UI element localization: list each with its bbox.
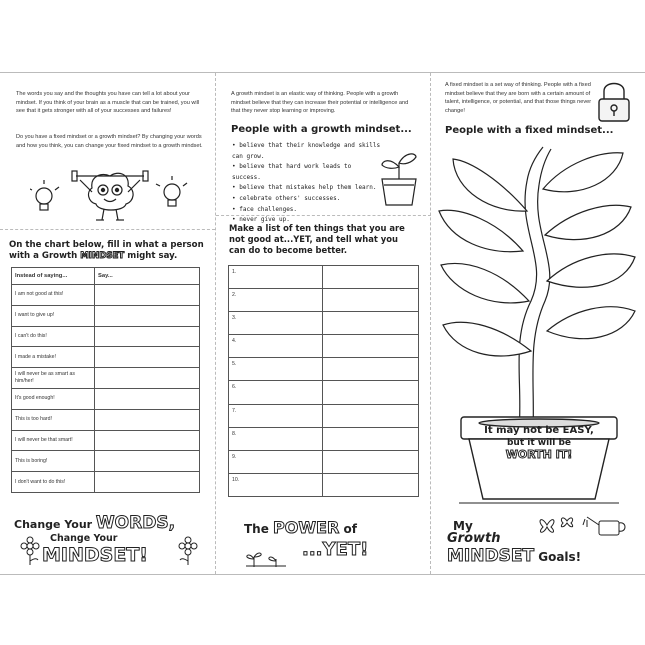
banner-goals: Goals! — [534, 550, 582, 564]
growth-bullets-list — [232, 141, 382, 226]
banner-change-your: Change Your — [14, 518, 96, 531]
row-number: 9. — [232, 453, 237, 460]
col-header-instead: Instead of saying... — [12, 268, 95, 285]
flower-icon — [18, 536, 42, 566]
pot-line1: It may not be EASY, — [484, 425, 594, 436]
become-better-cell[interactable] — [323, 335, 419, 358]
become-better-cell[interactable] — [323, 381, 419, 404]
seedling-pot-icon — [376, 145, 422, 209]
row-number: 8. — [232, 430, 237, 437]
table-row — [12, 285, 200, 306]
power-banner — [244, 518, 357, 537]
seedling-icon — [246, 547, 286, 567]
row-number: 1. — [232, 269, 237, 275]
become-better-cell[interactable] — [323, 427, 419, 450]
col-header-say: Say... — [95, 268, 200, 285]
pot-message — [479, 425, 599, 462]
table-row — [12, 368, 200, 389]
fixed-heading: People with a fixed mindset... — [445, 125, 614, 136]
instead-of-saying-cell: I will never be that smart! — [12, 430, 95, 451]
table-row — [229, 473, 419, 496]
growth-heading: People with a growth mindset... — [231, 124, 412, 135]
row-number: 7. — [232, 407, 237, 414]
chart-heading-mindset: MINDSET — [80, 251, 125, 261]
say-cell[interactable] — [95, 285, 200, 306]
tri-fold-worksheet — [0, 72, 645, 575]
banner-my: My — [453, 519, 473, 533]
chart-heading — [9, 240, 214, 262]
table-row — [12, 326, 200, 347]
list-item: • believe that hard work leads to success. — [232, 162, 382, 183]
table-row — [12, 430, 200, 451]
say-cell[interactable] — [95, 409, 200, 430]
growth-plant-icon — [431, 141, 645, 441]
table-row — [229, 312, 419, 335]
banner-words: WORDS, — [95, 513, 176, 533]
not-good-yet-cell[interactable] — [229, 427, 323, 450]
say-cell[interactable] — [95, 388, 200, 409]
padlock-icon — [594, 79, 634, 123]
list-item: • never give up. — [232, 215, 382, 226]
not-good-yet-cell[interactable] — [229, 358, 323, 381]
say-cell[interactable] — [95, 430, 200, 451]
lightbulb-icon — [30, 180, 59, 210]
instead-of-saying-cell: This is too hard! — [12, 409, 95, 430]
table-row — [12, 451, 200, 472]
not-good-yet-cell[interactable] — [229, 450, 323, 473]
list-item: • face challenges. — [232, 205, 382, 216]
panel-words — [0, 73, 215, 574]
table-row — [229, 450, 419, 473]
say-cell[interactable] — [95, 305, 200, 326]
become-better-cell[interactable] — [323, 289, 419, 312]
say-cell[interactable] — [95, 472, 200, 493]
table-row — [229, 381, 419, 404]
row-number: 2. — [232, 292, 237, 299]
become-better-cell[interactable] — [323, 266, 419, 289]
panel-growth — [215, 73, 431, 574]
row-number: 10. — [232, 476, 240, 483]
list-heading-line3: can do to become better. — [229, 245, 348, 255]
table-row — [229, 266, 419, 289]
instead-of-saying-cell: It's good enough! — [12, 388, 95, 409]
not-good-yet-cell[interactable] — [229, 312, 323, 335]
change-words-banner — [14, 513, 175, 533]
chart-heading-line2: with a Growth — [9, 251, 81, 261]
instead-of-saying-cell: I will never be as smart as him/her! — [12, 368, 95, 389]
list-item: • believe that mistakes help them learn. — [232, 183, 382, 194]
become-better-cell[interactable] — [323, 404, 419, 427]
change-mindset-label: Change Your — [50, 533, 118, 544]
not-good-yet-cell[interactable] — [229, 289, 323, 312]
become-better-cell[interactable] — [323, 312, 419, 335]
growth-intro-paragraph: A growth mindset is an elastic way of thinking. People with a growth mindset believe that they can increase their potential or intelligence and that they never stop learning or improving. — [231, 91, 409, 115]
become-better-cell[interactable] — [323, 450, 419, 473]
chart-heading-line1: On the chart below, fill in what a person — [9, 240, 204, 250]
not-good-yet-cell[interactable] — [229, 266, 323, 289]
banner-growth: Growth — [447, 531, 501, 546]
become-better-cell[interactable] — [323, 358, 419, 381]
row-number: 3. — [232, 315, 237, 322]
instead-of-saying-cell: I made a mistake! — [12, 347, 95, 368]
table-row — [12, 347, 200, 368]
watering-can-icon — [583, 517, 625, 535]
table-row — [12, 472, 200, 493]
banner-the: The — [244, 522, 274, 536]
table-row — [229, 289, 419, 312]
banner-yet: ...YET! — [302, 539, 369, 560]
banner-mindset: MINDSET! — [42, 544, 148, 566]
instead-of-saying-cell: I am not good at this! — [12, 285, 95, 306]
goals-banner — [447, 546, 581, 566]
list-heading — [229, 223, 429, 256]
yet-list-table — [228, 265, 419, 497]
row-number: 4. — [232, 338, 237, 345]
pot-line2: but it will be — [506, 438, 572, 448]
flower-icon — [176, 536, 200, 566]
table-row — [229, 358, 419, 381]
chart-heading-line2-end: might say. — [124, 251, 178, 261]
become-better-cell[interactable] — [323, 473, 419, 496]
instead-of-saying-cell: I can't do this! — [12, 326, 95, 347]
table-row — [12, 305, 200, 326]
say-cell[interactable] — [95, 368, 200, 389]
panel-fixed — [430, 73, 645, 574]
question-paragraph: Do you have a fixed mindset or a growth mindset? By changing your words and how you think, you can change your fixed mindset to a growth mindset. — [16, 134, 203, 149]
fixed-intro-paragraph: A fixed mindset is a set way of thinking. People with a fixed mindset believe that they are born with a certain amount of talent, intelligence, or potential, and that those things never change! — [445, 82, 592, 114]
row-number: 5. — [232, 361, 237, 368]
instead-of-saying-cell: This is boring! — [12, 451, 95, 472]
instead-of-saying-cell: I don't want to do this! — [12, 472, 95, 493]
not-good-yet-cell[interactable] — [229, 335, 323, 358]
intro-paragraph: The words you say and the thoughts you have can tell a lot about your mindset. If you think of your brain as a muscle that can be trained, you will see that it gets stronger with all of your successes and failures! — [16, 91, 200, 115]
not-good-yet-cell[interactable] — [229, 381, 323, 404]
list-heading-line1: Make a list of ten things that you are — [229, 223, 405, 233]
table-row — [229, 404, 419, 427]
list-item: • celebrate others' successes. — [232, 194, 382, 205]
say-cell[interactable] — [95, 326, 200, 347]
table-row — [12, 409, 200, 430]
fold-divider — [216, 215, 431, 216]
instead-of-saying-cell: I want to give up! — [12, 305, 95, 326]
list-item: • believe that their knowledge and skills can grow. — [232, 141, 382, 162]
list-heading-line2: not good at...YET, and tell what you — [229, 234, 398, 244]
butterfly-icon — [537, 511, 637, 541]
say-cell[interactable] — [95, 451, 200, 472]
not-good-yet-cell[interactable] — [229, 404, 323, 427]
say-cell[interactable] — [95, 347, 200, 368]
brain-character-icon — [30, 166, 190, 226]
banner-mindset-goals: MINDSET — [447, 546, 535, 566]
fold-divider — [0, 229, 215, 230]
table-row — [229, 335, 419, 358]
banner-of: of — [339, 522, 357, 536]
row-number: 6. — [232, 384, 237, 391]
words-chart-table — [11, 267, 200, 493]
pot-line3: WORTH IT! — [505, 448, 573, 461]
table-row — [12, 388, 200, 409]
not-good-yet-cell[interactable] — [229, 473, 323, 496]
table-row — [229, 427, 419, 450]
banner-power: POWER — [273, 518, 340, 537]
